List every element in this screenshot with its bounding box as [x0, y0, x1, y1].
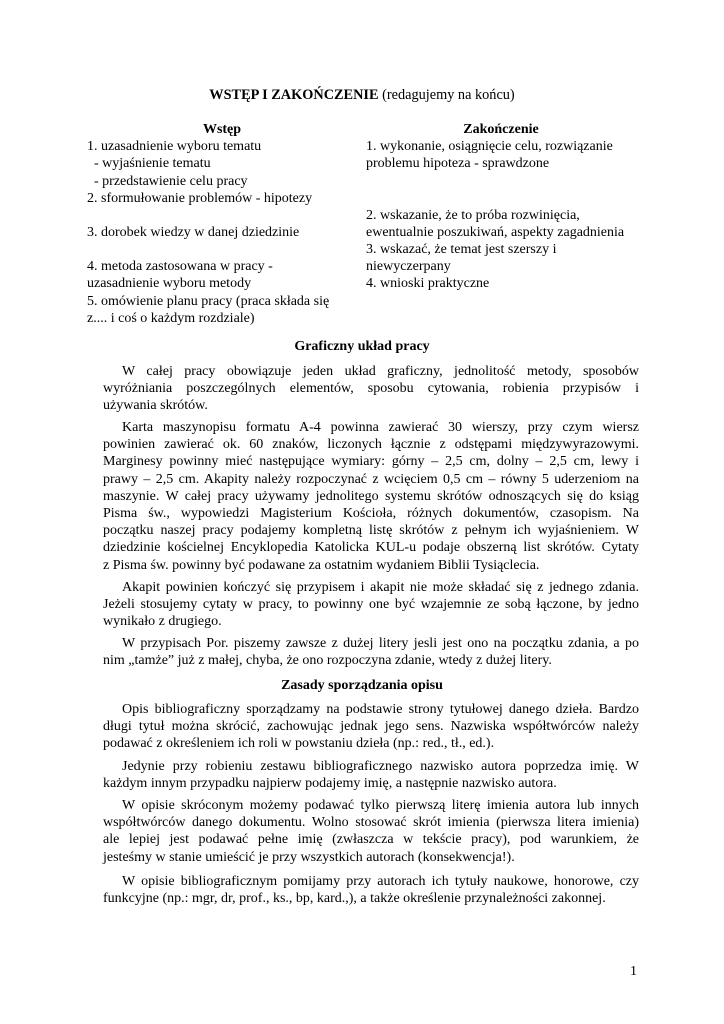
text-line: z Pisma św. powinny być podawane za ostatnim wydaniem Biblii Tysiąclecia.	[103, 557, 540, 573]
document-title	[0, 87, 724, 104]
title-bold: WSTĘP I ZAKOŃCZENIE	[209, 87, 379, 103]
text-line: W opisie bibliograficznym pomijamy przy autorach ich tytuły naukowe, honorowe, czy	[122, 874, 639, 889]
ending-column	[366, 121, 656, 293]
list-item: problemu hipoteza - sprawdzone	[366, 156, 550, 172]
text-line: początku naszej pracy podajemy kompletną listę skrótów z pełnym ich wyjaśnieniem. W	[103, 523, 639, 539]
list-item: 3. wskazać, że temat jest szerszy i	[366, 242, 557, 258]
intro-list	[87, 138, 357, 327]
text-line: prawy – 2,5 cm. Akapity należy rozpoczynać z wcięciem 0,5 cm – równy 5 uderzeniom na	[103, 471, 639, 487]
text-line: W przypisach Por. piszemy zawsze z dużej litery jesli jest ono na początku zdania, a po	[122, 636, 639, 651]
page-number: 1	[630, 964, 637, 979]
text-line: używania skrótów.	[103, 398, 208, 414]
intro-heading: Wstęp	[202, 122, 242, 137]
text-line: nim „tamże” już z małej, chyba, że ono rozpoczyna zdanie, wtedy z dużej litery.	[103, 653, 552, 669]
text-line: współtwórców danego dokumentu. Wolno stosować skrót imienia (pierwsza litera imienia)	[103, 815, 639, 831]
text-line: Jedynie przy robieniu zestawu bibliograficznego nazwisko autora poprzedza imię. W	[122, 759, 639, 774]
paragraph	[103, 635, 639, 669]
list-item: 4. metoda zastosowana w pracy -	[87, 259, 273, 275]
text-line: ale lepiej jest podawać pełne imię (zwłaszcza w tekście pracy), pod warunkiem, że	[103, 832, 639, 848]
text-line: W całej pracy obowiązuje jeden układ graficzny, jednolitość metody, sposobów	[122, 364, 639, 379]
text-line: Jeżeli stosujemy cytaty w pracy, to powinny one być wzajemnie ze sobą łączone, by jedno	[103, 597, 639, 613]
list-item: 3. dorobek wiedzy w danej dziedzinie	[87, 225, 300, 241]
list-item: - wyjaśnienie tematu	[87, 156, 211, 172]
text-line: Akapit powinien kończyć się przypisem i akapit nie może składać się z jednego zdania.	[122, 580, 639, 595]
text-line: wynikało z drugiego.	[103, 614, 222, 630]
text-line: podawać z określeniem ich roli w powstaniu dzieła (np.: red., tł., ed.).	[103, 736, 495, 752]
text-line: W opisie skróconym możemy podawać tylko pierwszą literę imienia autora lub innych	[122, 798, 639, 813]
paragraph	[103, 797, 639, 866]
text-line: maszynie. W całej pracy używamy jednolitego systemu skrótów odnoszących się do ksiąg	[103, 488, 639, 504]
text-line: funkcyjne (np.: mgr, dr, prof., ks., bp, kard.,), a także określenie przynależności zakonnej.	[103, 891, 606, 907]
paragraph	[103, 701, 639, 753]
list-item: 4. wnioski praktyczne	[366, 276, 490, 292]
section-heading-description: Zasady sporządzania opisu	[281, 678, 443, 693]
text-line: Marginesy powinny mieć następujące wymiary: górny – 2,5 cm, dolny – 2,5 cm, lewy i	[103, 454, 639, 470]
ending-heading: Zakończenie	[463, 122, 539, 137]
ending-list	[366, 138, 656, 292]
list-item: 5. omówienie planu pracy (praca składa się	[87, 293, 330, 309]
paragraph	[103, 873, 639, 907]
paragraph	[103, 419, 639, 574]
list-item: 1. wykonanie, osiągnięcie celu, rozwiązanie	[366, 139, 613, 155]
list-item: ewentualnie poszukiwań, aspekty zagadnienia	[366, 224, 625, 240]
list-item: 2. wskazanie, że to próba rozwinięcia,	[366, 207, 580, 223]
list-item	[366, 190, 656, 207]
text-line: powinien zawierać ok. 60 znaków, liczonych łącznie z odstępami międzywyrazowymi.	[103, 437, 639, 453]
list-item: - przedstawienie celu pracy	[87, 173, 248, 189]
section-heading-layout: Graficzny układ pracy	[294, 339, 430, 354]
title-note: (redagujemy na końcu)	[378, 87, 515, 103]
paragraph	[103, 363, 639, 415]
list-item: z.... i coś o każdym rozdziale)	[87, 310, 255, 326]
text-line: jesteśmy w stanie umieścić je przy wszystkich autorach (konsekwencja!).	[103, 849, 515, 865]
paragraph	[103, 579, 639, 631]
paragraph	[103, 758, 639, 792]
list-item	[87, 207, 357, 224]
list-item	[87, 241, 357, 258]
intro-column	[87, 121, 357, 327]
text-line: dziedzinie kościelnej Encyklopedia Katolicka KUL-u podaje obszerną list skrótów. Cytaty	[103, 540, 639, 556]
text-line: długi tytuł można skrócić, zachowując jednak jego sens. Nazwiska współtwórców należy	[103, 719, 639, 735]
list-item	[366, 173, 656, 190]
list-item: uzasadnienie wyboru metody	[87, 276, 252, 292]
text-line: każdym innym przypadku najpierw podajemy imię, a następnie nazwisko autora.	[103, 776, 557, 792]
text-line: Karta maszynopisu formatu A-4 powinna zawierać 30 wierszy, przy czym wiersz	[122, 420, 639, 435]
text-line: Pisma św., wypowiedzi Magisterium Kościoła, różnych dokumentów, czasopism. Na	[103, 506, 639, 522]
list-item: niewyczerpany	[366, 259, 451, 275]
list-item: 2. sformułowanie problemów - hipotezy	[87, 190, 313, 206]
text-line: Opis bibliograficzny sporządzamy na podstawie strony tytułowej danego dzieła. Bardzo	[122, 702, 639, 717]
text-line: wyróżniania poszczególnych elementów, sposobu cytowania, robienia przypisów i	[103, 381, 639, 397]
list-item: 1. uzasadnienie wyboru tematu	[87, 139, 262, 155]
